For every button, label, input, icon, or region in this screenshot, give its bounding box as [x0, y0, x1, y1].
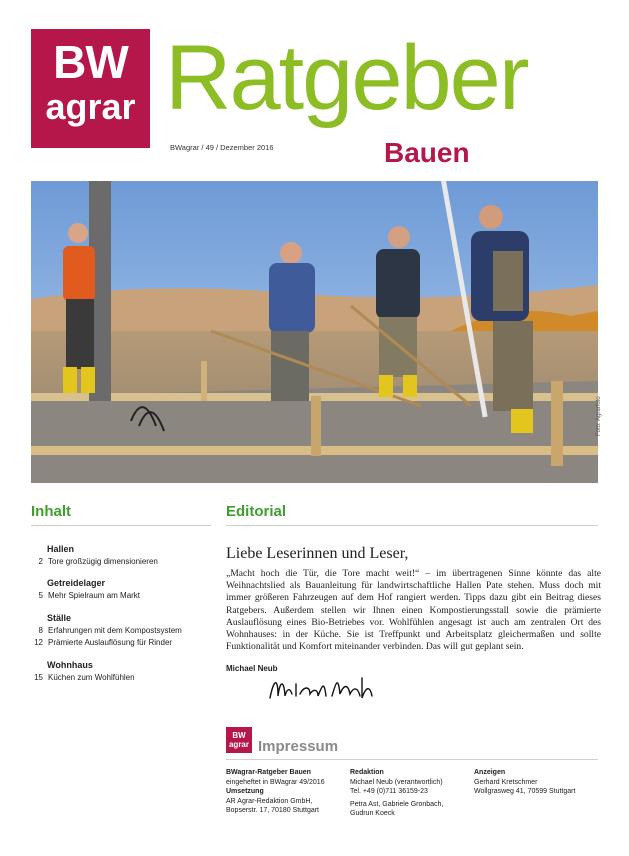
- magazine-title: Ratgeber: [165, 27, 528, 129]
- toc-item-label: Prämierte Auslauflösung für Rinder: [48, 638, 173, 647]
- toc-page-number: 8: [38, 626, 43, 635]
- toc-item[interactable]: [29, 626, 182, 635]
- logo-line-2: agrar: [45, 86, 136, 127]
- logo-line-1: BW: [53, 36, 128, 88]
- impressum-heading: Impressum: [258, 738, 339, 755]
- editorial-author: Michael Neub: [226, 664, 278, 673]
- toc-page-number: 5: [38, 591, 43, 600]
- toc-item[interactable]: [29, 591, 140, 600]
- toc-item-label: Mehr Spielraum am Markt: [48, 591, 141, 600]
- toc-item-label: Küchen zum Wohlfühlen: [48, 673, 135, 682]
- issue-info: BWagrar / 49 / Dezember 2016: [170, 143, 274, 152]
- toc-page-number: 15: [34, 673, 43, 682]
- toc-item[interactable]: [29, 673, 135, 682]
- toc-heading: Inhalt: [31, 503, 71, 520]
- imp-col3-line2: Wollgrasweg 41, 70599 Stuttgart: [474, 788, 576, 795]
- toc-group-staelle: Ställe: [47, 613, 72, 623]
- toc-item[interactable]: [29, 638, 172, 647]
- impressum-column-redaktion: [350, 768, 470, 819]
- toc-divider: [31, 525, 211, 526]
- imp-col2-title: Redaktion: [350, 769, 384, 776]
- impressum-column-publication: [226, 768, 351, 816]
- editorial-body: „Macht hoch die Tür, die Tore macht weit!“ – im übertragenen Sinne könnte das alte Weihnachtslied als Bauanleitung für landwirtschaftliche Hallen Pate stehen. Muss doch mit immer größeren Fahrzeugen auf dem Hof rangiert werden. Tipps dazu gibt ein Beitrag dieses Ratgebers. Außerdem stellen wir Ihnen einen Kompostierungsstall sowie die prämierte Auslauflösung eines Bio-Betriebes vor. Wohlfühlen angesagt ist auch am zentralen Ort des Wohnhauses: in der Küche. Sie ist Treffpunkt und Arbeitsplatz gleichermaßen und sollte Funktionalität und Komfort miteinander verbinden. Das will gut geplant sein.: [226, 568, 601, 653]
- toc-group-hallen: Hallen: [47, 544, 75, 554]
- editorial-greeting: Liebe Leserinnen und Leser,: [226, 545, 409, 562]
- imp-col3-title: Anzeigen: [474, 769, 506, 776]
- construction-scene-illustration: [31, 181, 598, 483]
- toc-item[interactable]: [29, 557, 158, 566]
- impressum-column-anzeigen: [474, 768, 599, 797]
- cover-photo: [31, 181, 598, 483]
- bwagrar-logo: [31, 29, 150, 148]
- imp-col1-line3: Bopserstr. 17, 70180 Stuttgart: [226, 807, 320, 814]
- impressum-logo-line-1: BW: [232, 731, 246, 740]
- toc-group-wohnhaus: Wohnhaus: [47, 660, 93, 670]
- author-signature: [266, 672, 386, 706]
- worker-left: [63, 223, 95, 393]
- toc-group-getreidelager: Getreidelager: [47, 578, 106, 588]
- imp-col3-line1: Gerhard Kretschmer: [474, 778, 538, 786]
- editorial-divider: [226, 525, 598, 526]
- impressum-divider: [226, 759, 598, 760]
- imp-col2-line4: Gudrun Koeck: [350, 810, 395, 817]
- magazine-subtitle: Bauen: [384, 137, 470, 168]
- imp-col1-line2: AR Agrar-Redaktion GmbH,: [226, 797, 313, 805]
- editorial-heading: Editorial: [226, 503, 287, 520]
- imp-col1-title: BWagrar-Ratgeber Bauen: [226, 769, 311, 776]
- imp-col2-line3: Petra Ast, Gabriele Gronbach,: [350, 800, 444, 808]
- imp-col1-subtitle: Umsetzung: [226, 788, 264, 795]
- toc-item-label: Tore großzügig dimensionieren: [48, 557, 158, 566]
- impressum-logo: [226, 727, 252, 753]
- toc-page-number: 2: [38, 557, 43, 566]
- toc-page-number: 12: [34, 638, 43, 647]
- imp-col2-line1: Michael Neub (verantwortlich): [350, 778, 443, 786]
- toc-item-label: Erfahrungen mit dem Kompostsystem: [48, 626, 182, 635]
- imp-col2-line2: Tel. +49 (0)711 36159-23: [350, 788, 428, 795]
- imp-col1-line1: eingeheftet in BWagrar 49/2016: [226, 778, 325, 786]
- photo-credit: Foto: Agrarfoto: [596, 396, 602, 436]
- impressum-logo-line-2: agrar: [228, 740, 249, 749]
